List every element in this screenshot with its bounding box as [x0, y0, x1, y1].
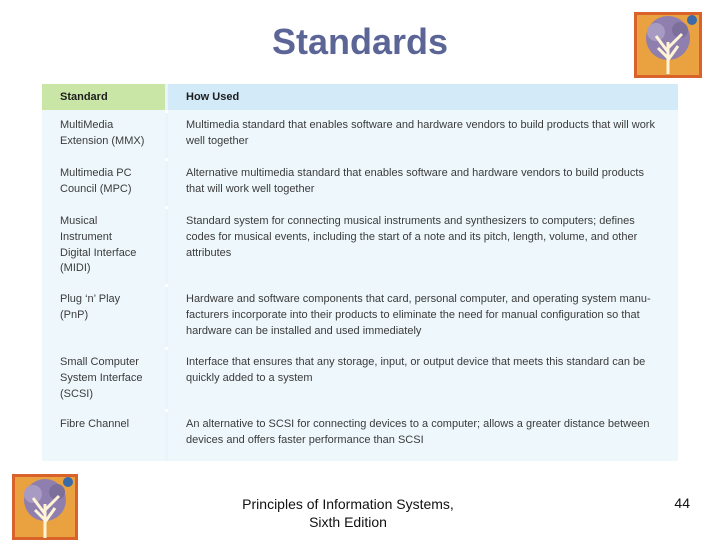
- standard-cell: Fibre Channel: [60, 418, 130, 430]
- tree-logo-icon: [12, 474, 78, 540]
- tree-logo-icon: [634, 12, 702, 78]
- slide-title: Standards: [271, 21, 449, 62]
- page-number: 44: [674, 495, 690, 511]
- table-row: [42, 409, 678, 461]
- how-used-cell: Hardware and software components that card, personal computer, and operating system manu- facturers incorporate into their products to eliminate the need for manual configuration so that hardware can be installed and used immediately: [186, 293, 651, 337]
- standards-table: [42, 84, 678, 461]
- standard-cell: Multimedia PC Council (MPC): [60, 167, 132, 195]
- standard-cell: Small Computer System Interface (SCSI): [60, 356, 143, 400]
- header-standard: [42, 84, 165, 110]
- how-used-cell: Multimedia standard that enables software and hardware vendors to build products that will work well together: [186, 119, 655, 147]
- table-row: [42, 284, 678, 347]
- header-how-used-label: How Used: [186, 91, 240, 103]
- footer-text: Principles of Information Systems, Sixth Edition: [242, 496, 454, 530]
- table-row: [42, 206, 678, 284]
- standard-cell: Musical Instrument Digital Interface (MIDI): [60, 215, 137, 275]
- table-row: [42, 347, 678, 409]
- table-row: [42, 110, 678, 158]
- how-used-cell: An alternative to SCSI for connecting devices to a computer; allows a greater distance between devices and offers faster performance than SCSI: [186, 418, 650, 446]
- header-how-used: [168, 84, 678, 110]
- standard-cell: Plug ‘n’ Play (PnP): [60, 293, 121, 321]
- how-used-cell: Interface that ensures that any storage, input, or output device that meets this standard can be quickly added to a system: [186, 356, 646, 384]
- how-used-cell: Alternative multimedia standard that enables software and hardware vendors to build products that will work well together: [186, 167, 644, 195]
- header-standard-label: Standard: [60, 91, 108, 103]
- standard-cell: MultiMedia Extension (MMX): [60, 119, 145, 147]
- how-used-cell: Standard system for connecting musical instruments and synthesizers to computers; defines codes for musical events, including the start of a note and its pitch, length, volume, and other attributes: [186, 215, 638, 259]
- table-row: [42, 158, 678, 206]
